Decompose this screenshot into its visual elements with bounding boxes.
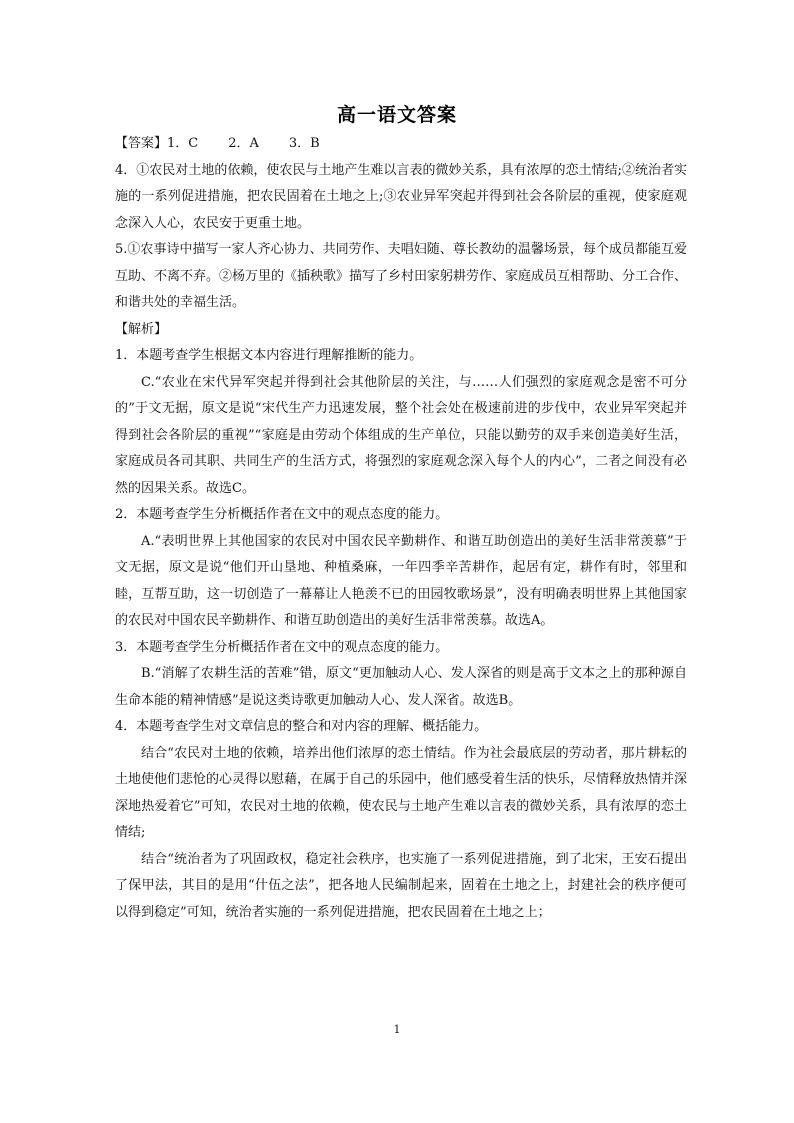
answer-5: 5.①农事诗中描写一家人齐心协力、共同劳作、夫唱妇随、尊长教幼的温馨场景，每个成员都能互爱互助、不离不弃。②杨万里的《插秧歌》描写了乡村田家躬耕劳作、家庭成员互相帮助、分工合作、和谐共处的幸福生活。 bbox=[115, 242, 688, 310]
q4-body-1: 结合“农民对土地的依赖，培养出他们浓厚的恋土情结。作为社会最底层的劳动者，那片耕耘的土地使他们悲怆的心灵得以慰藉，在属于自己的乐园中，他们感受着生活的快乐，尽情释放热情并深深地热爱着它”可知，农民对土地的依赖，使农民与土地产生难以言表的微妙关系，具有浓厚的恋土情结; bbox=[115, 745, 688, 840]
q3-body: B.“消解了农耕生活的苦难”错，原文“更加触动人心、发人深省的则是高于文本之上的那种源自生命本能的精神情感”是说这类诗歌更加触动人心、发人深省。故选B。 bbox=[115, 666, 687, 708]
q1-body: C.“农业在宋代异军突起并得到社会其他阶层的关注，与……人们强烈的家庭观念是密不可分的”于文无据，原文是说“宋代生产力迅速发展，整个社会处在极速前进的步伐中，农业异军突起并得到社会各阶层的重视”“家庭是由劳动个体组成的生产单位，只能以勤劳的双手来创造美好生活，家庭成员各司其职、共同生产的生活方式，将强烈的家庭观念深入每个人的内心”，二者之间没有必然的因果关系。故选C。 bbox=[115, 374, 687, 496]
document-body bbox=[115, 131, 687, 926]
q4-body-2: 结合“统治者为了巩固政权，稳定社会秩序，也实施了一系列促进措施，到了北宋，王安石提出了保甲法，其目的是用“什伍之法”，把各地人民编制起来，固着在土地之上，封建社会的秩序便可以得到稳定”可知，统治者实施的一系列促进措施，把农民固着在土地之上； bbox=[115, 851, 687, 920]
q1-intro: 1．本题考查学生根据文本内容进行理解推断的能力。 bbox=[115, 348, 423, 363]
analysis-label: 【解析】 bbox=[115, 321, 168, 337]
q2-body: A.“表明世界上其他国家的农民对中国农民辛勤耕作、和谐互助创造出的美好生活非常羡慕”于文无据，原文是说“他们开山垦地、种植桑麻，一年四季辛苦耕作，起居有定，耕作有时，邻里和睦，互帮互助，这一切创造了一幕幕让人艳羡不已的田园牧歌场景”，没有明确表明世界上其他国家的农民对中国农民辛勤耕作、和谐互助创造出的美好生活非常羡慕。故选A。 bbox=[115, 533, 687, 628]
page-title: 高一语文答案 bbox=[336, 104, 457, 126]
answer-2: 2．A bbox=[228, 136, 259, 151]
answer-4: 4．①农民对土地的依赖，使农民与土地产生难以言表的微妙关系，具有浓厚的恋土情结;②统治者实施的一系列促进措施，把农民固着在土地之上;③农业异军突起并得到社会各阶层的重视，使家庭观念深入人心，农民安于更重土地。 bbox=[115, 162, 687, 231]
answer-line bbox=[115, 131, 687, 158]
page-number: 1 bbox=[393, 1023, 401, 1036]
answer-label: 【答案】 bbox=[115, 136, 168, 151]
answer-1: 1．C bbox=[167, 136, 199, 151]
q4-intro: 4．本题考查学生对文章信息的整合和对内容的理解、概括能力。 bbox=[115, 719, 488, 734]
q3-intro: 3．本题考查学生分析概括作者在文中的观点态度的能力。 bbox=[115, 639, 449, 655]
answer-3: 3．B bbox=[288, 136, 320, 151]
q2-intro: 2．本题考查学生分析概括作者在文中的观点态度的能力。 bbox=[115, 507, 449, 522]
